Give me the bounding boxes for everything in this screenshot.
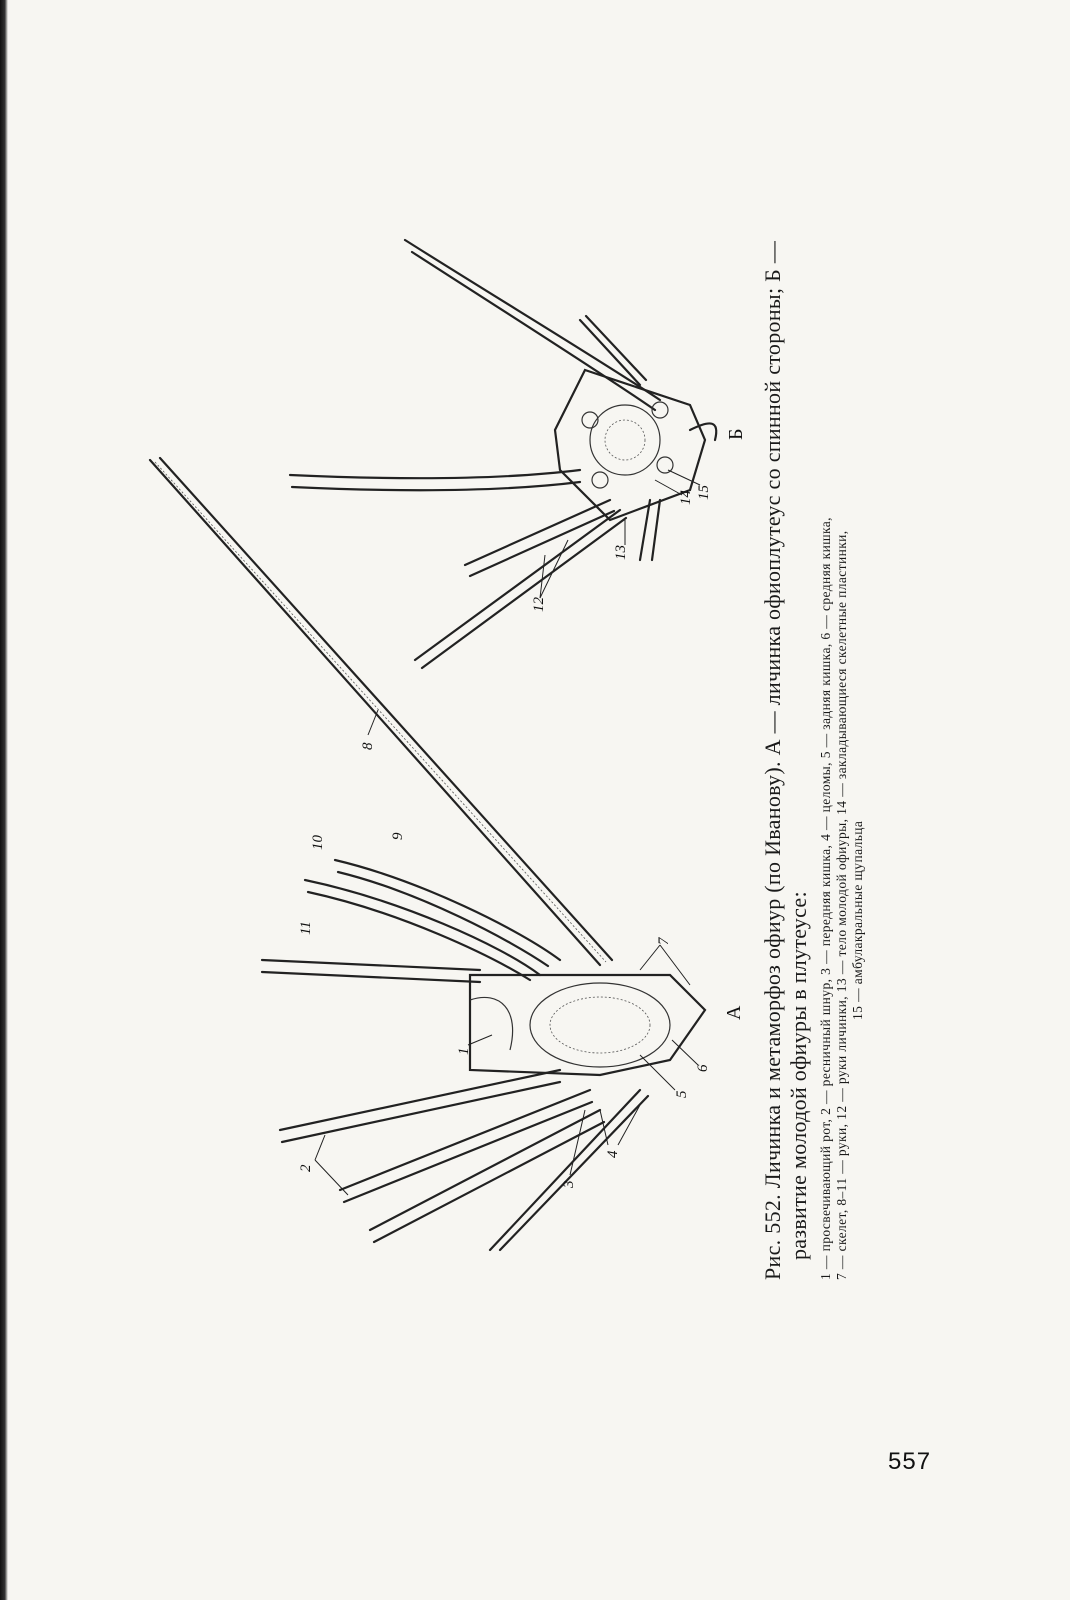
label-13: 13: [613, 545, 629, 560]
label-4: 4: [605, 1150, 621, 1158]
label-5: 5: [674, 1090, 690, 1098]
caption-legend-line1: 1 — просвечивающий рот, 2 — ресничный шнур, 3 — передняя кишка, 4 — целомы, 5 — задняя кишка, 6 — средняя кишка,: [818, 517, 833, 1280]
panel-b-drawing: [290, 240, 716, 668]
arm-8: [150, 458, 612, 965]
label-11: 11: [298, 921, 314, 935]
label-12: 12: [531, 597, 547, 612]
b-arm-12b: [415, 510, 626, 668]
larva-gut: [530, 983, 670, 1067]
caption-legend: [818, 220, 866, 1280]
label-15: 15: [696, 485, 712, 500]
leader-8: [368, 710, 378, 735]
label-2: 2: [298, 1164, 314, 1172]
b-arm-upper-left: [580, 316, 646, 385]
arm-10: [305, 880, 540, 980]
leader-2: [315, 1135, 348, 1195]
caption-legend-line2: 7 — скелет, 8–11 — руки, 12 — руки личинки, 13 — тело молодой офиуры, 14 — закладывающиеся скелетные пластинки,: [834, 530, 849, 1280]
caption-title: [760, 220, 812, 1280]
label-14: 14: [678, 490, 694, 505]
label-3: 3: [561, 1180, 577, 1188]
b-arm-12a: [465, 500, 614, 576]
larva-mouth: [470, 997, 513, 1050]
arm-8-hatch: [155, 462, 606, 962]
label-10: 10: [310, 835, 326, 850]
figure-caption: [760, 220, 866, 1280]
panel-b-letter: Б: [725, 428, 747, 440]
caption-title-line1: Рис. 552. Личинка и метаморфоз офиур (по Иванову). А — личинка офиоплутеус со спинной стороны; Б —: [760, 240, 785, 1280]
leader-12: [540, 540, 568, 598]
label-8: 8: [360, 742, 376, 750]
panel-a-letter: А: [723, 1005, 745, 1020]
b-disc: [590, 405, 660, 475]
label-7: 7: [656, 937, 672, 945]
leader-lines: [315, 470, 700, 1195]
b-arm-lower: [640, 500, 660, 560]
arm-2-lower: [370, 1110, 604, 1242]
label-1: 1: [456, 1047, 472, 1055]
panel-a-drawing: [150, 458, 705, 1250]
b-disc-inner: [605, 420, 645, 460]
b-tentacle-1: [657, 457, 673, 473]
figure-labels: [298, 429, 747, 1189]
b-tentacle-4: [592, 472, 608, 488]
arm-11: [262, 960, 480, 982]
label-6: 6: [695, 1064, 711, 1072]
b-arm-top: [405, 240, 660, 410]
caption-legend-line3: 15 — амбулакральные щупальца: [850, 820, 865, 1020]
leader-7: [640, 945, 690, 985]
label-9: 9: [390, 832, 406, 840]
caption-title-line2: развитие молодой офиуры в плутеусе:: [786, 891, 811, 1260]
page-number: 557: [888, 1448, 932, 1475]
leader-1: [468, 1035, 492, 1045]
arm-9: [335, 860, 560, 966]
b-arm-left: [290, 470, 580, 490]
arm-2-mid: [340, 1090, 592, 1202]
larva-gut-inner: [550, 997, 650, 1053]
